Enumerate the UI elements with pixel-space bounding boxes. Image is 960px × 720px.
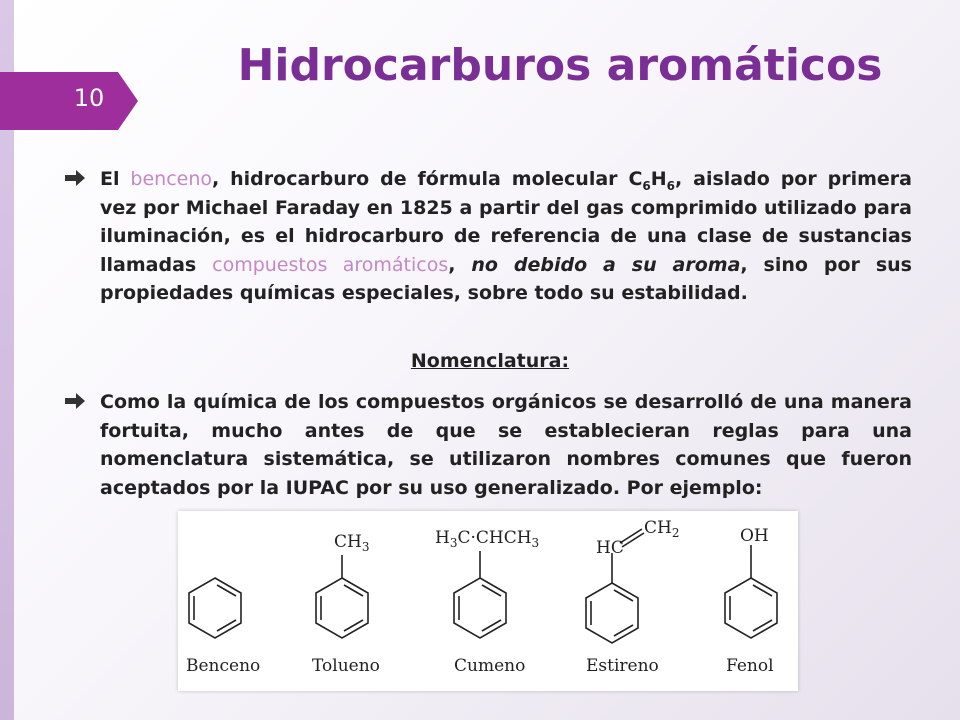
compound-label-fenol: Fenol xyxy=(726,656,774,676)
subscript: 6 xyxy=(642,178,651,193)
compound-label-cumeno: Cumeno xyxy=(454,656,526,676)
compound-label-tolueno: Tolueno xyxy=(312,656,380,676)
italic-phrase: no debido a su aroma xyxy=(471,253,741,276)
cumene-substituent: $H_3C\cdot CHCH_3$ xyxy=(435,528,540,550)
text-span: , aislado por primera vez por Michael Faraday en 1825 a partir del gas comprimido utilizado para iluminación, es el hidrocarburo de referencia de una clase de sustancias llamadas xyxy=(100,168,912,276)
phenol-ring xyxy=(725,545,777,638)
bullet-arrow-icon xyxy=(64,392,86,410)
styrene-substituent-hc: HC xyxy=(596,538,624,558)
text-span: El xyxy=(100,168,131,190)
phenol-substituent: OH xyxy=(740,526,769,546)
slide-title: Hidrocarburos aromáticos xyxy=(237,40,883,91)
compound-label-estireno: Estireno xyxy=(586,656,659,676)
toluene-substituent: $CH_3$ xyxy=(334,532,370,554)
paragraph-benzene xyxy=(100,165,912,308)
cumene-ring xyxy=(454,551,506,638)
paragraph-nomenclature: Como la química de los compuestos orgánicos se desarrolló de una manera fortuita, mucho antes de que se establecieran reglas para una nomenclatura sistemática, se utilizaron nombres comunes que fueron aceptados por la IUPAC por su uso generalizado. Por ejemplo: xyxy=(100,391,912,499)
term-compuestos-aromaticos: compuestos aromáticos xyxy=(212,253,449,276)
structures-svg xyxy=(178,511,798,691)
styrene-substituent-ch2: $CH_2$ xyxy=(644,518,680,540)
slide-number: 10 xyxy=(73,84,105,112)
text-span: , sino por sus propiedades químicas especiales, sobre todo su estabilidad. xyxy=(100,253,912,304)
benzene-ring xyxy=(189,578,241,638)
text-span: H xyxy=(650,168,667,190)
term-benceno: benceno xyxy=(130,168,213,190)
text-span: , hidrocarburo de fórmula molecular C xyxy=(212,168,643,190)
subscript: 6 xyxy=(666,178,676,193)
section-heading: Nomenclatura: xyxy=(410,350,570,372)
toluene-ring xyxy=(316,555,368,638)
compound-label-benceno: Benceno xyxy=(186,656,261,676)
text-span: , xyxy=(448,253,472,276)
bullet-arrow-icon xyxy=(64,169,86,187)
aromatic-compounds-figure xyxy=(178,511,798,691)
